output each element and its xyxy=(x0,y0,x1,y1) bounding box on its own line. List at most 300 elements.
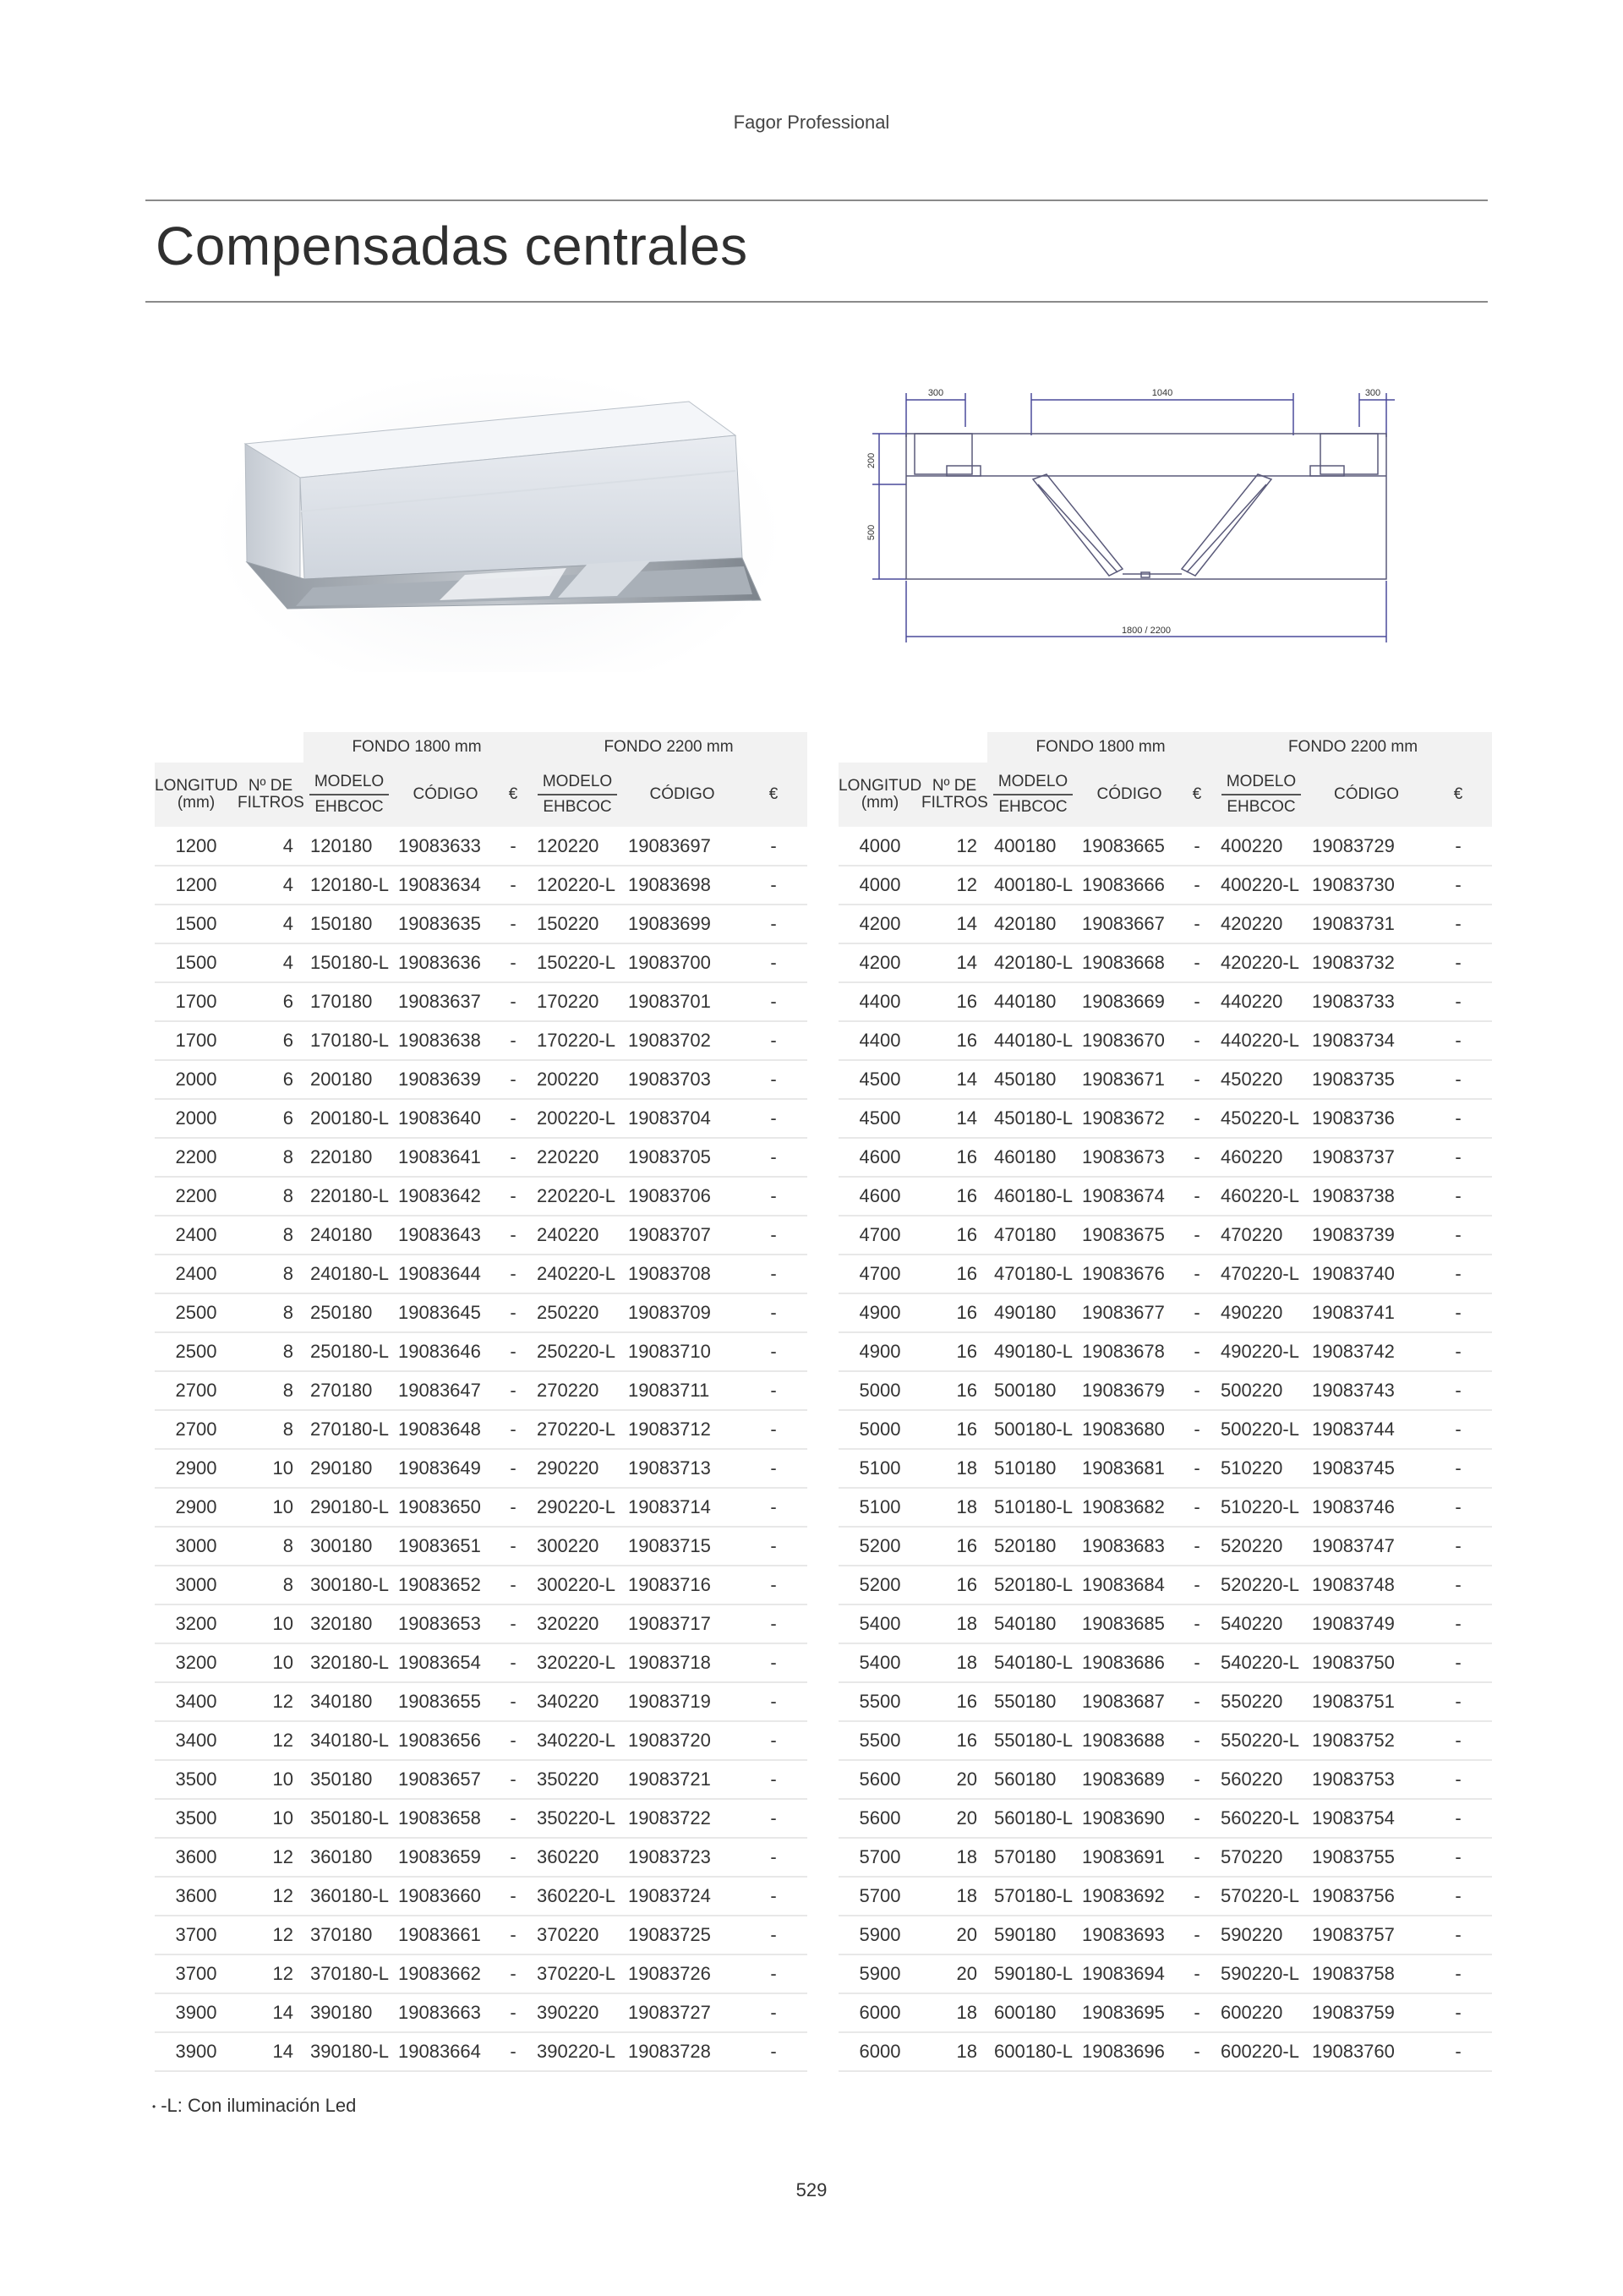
cell-codigo-2200: 19083699 xyxy=(625,905,740,943)
cell-modelo-1800: 370180 xyxy=(303,1916,395,1954)
cell-codigo-2200: 19083758 xyxy=(1309,1954,1424,1993)
cell-euro-2200: - xyxy=(1424,1371,1492,1410)
cell-modelo-1800: 470180-L xyxy=(987,1255,1079,1293)
cell-modelo-2200: 350220 xyxy=(530,1760,625,1799)
cell-euro-2200: - xyxy=(740,1877,807,1916)
cell-longitud: 3900 xyxy=(155,2032,238,2071)
cell-euro-2200: - xyxy=(1424,1216,1492,1255)
table-row xyxy=(155,1721,807,1760)
cell-codigo-1800: 19083640 xyxy=(395,1099,496,1138)
cell-modelo-2200: 400220-L xyxy=(1214,866,1309,905)
table-row xyxy=(839,1604,1492,1643)
cell-euro-1800: - xyxy=(1180,1527,1214,1566)
cell-codigo-2200: 19083722 xyxy=(625,1799,740,1838)
cell-euro-1800: - xyxy=(496,1293,530,1332)
cell-euro-1800: - xyxy=(496,1021,530,1060)
cell-longitud: 4700 xyxy=(839,1255,921,1293)
cell-longitud: 3200 xyxy=(155,1643,238,1682)
table-row xyxy=(839,1916,1492,1954)
cell-codigo-1800: 19083672 xyxy=(1079,1099,1180,1138)
cell-modelo-2200: 450220 xyxy=(1214,1060,1309,1099)
cell-filtros: 4 xyxy=(238,905,303,943)
table-row xyxy=(839,866,1492,905)
cell-longitud: 2500 xyxy=(155,1332,238,1371)
cell-codigo-2200: 19083745 xyxy=(1309,1449,1424,1488)
cell-codigo-1800: 19083658 xyxy=(395,1799,496,1838)
cell-longitud: 5700 xyxy=(839,1877,921,1916)
cell-codigo-1800: 19083643 xyxy=(395,1216,496,1255)
cell-euro-2200: - xyxy=(1424,1760,1492,1799)
cell-codigo-1800: 19083679 xyxy=(1079,1371,1180,1410)
cell-longitud: 2900 xyxy=(155,1449,238,1488)
dim-height-bottom: 500 xyxy=(866,524,877,541)
cell-modelo-2200: 600220 xyxy=(1214,1993,1309,2032)
cell-longitud: 1500 xyxy=(155,943,238,982)
cell-euro-1800: - xyxy=(1180,1954,1214,1993)
table-body-left xyxy=(155,827,807,2071)
band-fondo-2200: FONDO 2200 mm xyxy=(1214,732,1492,763)
cell-codigo-2200: 19083759 xyxy=(1309,1993,1424,2032)
cell-codigo-2200: 19083743 xyxy=(1309,1371,1424,1410)
cell-longitud: 5700 xyxy=(839,1838,921,1877)
cell-modelo-2200: 390220-L xyxy=(530,2032,625,2071)
cell-filtros: 12 xyxy=(238,1954,303,1993)
cell-euro-2200: - xyxy=(740,1410,807,1449)
cell-codigo-1800: 19083647 xyxy=(395,1371,496,1410)
table-row xyxy=(839,1332,1492,1371)
cell-codigo-1800: 19083646 xyxy=(395,1332,496,1371)
cell-codigo-1800: 19083687 xyxy=(1079,1682,1180,1721)
cell-filtros: 18 xyxy=(921,1643,987,1682)
cell-modelo-2200: 290220 xyxy=(530,1449,625,1488)
cell-euro-1800: - xyxy=(1180,1177,1214,1216)
cell-codigo-2200: 19083727 xyxy=(625,1993,740,2032)
cell-modelo-2200: 510220-L xyxy=(1214,1488,1309,1527)
cell-modelo-1800: 470180 xyxy=(987,1216,1079,1255)
table-row xyxy=(155,1021,807,1060)
cell-euro-2200: - xyxy=(740,827,807,866)
technical-drawing xyxy=(854,385,1395,664)
cell-longitud: 1700 xyxy=(155,1021,238,1060)
cell-longitud: 3000 xyxy=(155,1566,238,1604)
cell-codigo-1800: 19083683 xyxy=(1079,1527,1180,1566)
table-row xyxy=(839,1060,1492,1099)
cell-codigo-2200: 19083705 xyxy=(625,1138,740,1177)
cell-filtros: 16 xyxy=(921,1216,987,1255)
cell-modelo-1800: 320180 xyxy=(303,1604,395,1643)
cell-longitud: 4600 xyxy=(839,1177,921,1216)
cell-euro-2200: - xyxy=(740,1099,807,1138)
cell-modelo-1800: 510180 xyxy=(987,1449,1079,1488)
cell-codigo-2200: 19083726 xyxy=(625,1954,740,1993)
cell-modelo-1800: 270180 xyxy=(303,1371,395,1410)
cell-modelo-1800: 500180 xyxy=(987,1371,1079,1410)
cell-codigo-2200: 19083732 xyxy=(1309,943,1424,982)
cell-euro-2200: - xyxy=(740,1371,807,1410)
cell-euro-2200: - xyxy=(740,1449,807,1488)
cell-modelo-2200: 520220 xyxy=(1214,1527,1309,1566)
cell-filtros: 16 xyxy=(921,1371,987,1410)
table-row xyxy=(839,1566,1492,1604)
cell-longitud: 3900 xyxy=(155,1993,238,2032)
cell-longitud: 4500 xyxy=(839,1099,921,1138)
cell-longitud: 5400 xyxy=(839,1643,921,1682)
cell-euro-2200: - xyxy=(1424,1293,1492,1332)
cell-codigo-1800: 19083674 xyxy=(1079,1177,1180,1216)
cell-filtros: 6 xyxy=(238,1099,303,1138)
cell-modelo-1800: 590180-L xyxy=(987,1954,1079,1993)
cell-longitud: 4400 xyxy=(839,982,921,1021)
table-row xyxy=(839,905,1492,943)
cell-longitud: 5600 xyxy=(839,1760,921,1799)
cell-codigo-1800: 19083696 xyxy=(1079,2032,1180,2071)
cell-modelo-2200: 340220 xyxy=(530,1682,625,1721)
cell-codigo-2200: 19083756 xyxy=(1309,1877,1424,1916)
cell-filtros: 12 xyxy=(238,1721,303,1760)
table-row xyxy=(839,1877,1492,1916)
cell-modelo-1800: 390180-L xyxy=(303,2032,395,2071)
cell-euro-2200: - xyxy=(740,1643,807,1682)
cell-euro-1800: - xyxy=(1180,1643,1214,1682)
cell-euro-1800: - xyxy=(496,1255,530,1293)
cell-filtros: 20 xyxy=(921,1954,987,1993)
cell-codigo-1800: 19083675 xyxy=(1079,1216,1180,1255)
cell-longitud: 4000 xyxy=(839,827,921,866)
cell-modelo-2200: 300220 xyxy=(530,1527,625,1566)
cell-modelo-2200: 550220-L xyxy=(1214,1721,1309,1760)
cell-euro-1800: - xyxy=(1180,1021,1214,1060)
cell-codigo-1800: 19083693 xyxy=(1079,1916,1180,1954)
cell-modelo-1800: 540180-L xyxy=(987,1643,1079,1682)
cell-euro-2200: - xyxy=(1424,1332,1492,1371)
table-row xyxy=(839,943,1492,982)
cell-euro-1800: - xyxy=(1180,1449,1214,1488)
cell-longitud: 2400 xyxy=(155,1255,238,1293)
header-euro-2200: € xyxy=(1424,763,1492,827)
cell-filtros: 10 xyxy=(238,1799,303,1838)
cell-modelo-1800: 320180-L xyxy=(303,1643,395,1682)
cell-euro-1800: - xyxy=(496,1060,530,1099)
cell-codigo-2200: 19083754 xyxy=(1309,1799,1424,1838)
cell-modelo-2200: 570220 xyxy=(1214,1838,1309,1877)
cell-filtros: 16 xyxy=(921,1021,987,1060)
cell-codigo-1800: 19083681 xyxy=(1079,1449,1180,1488)
cell-euro-1800: - xyxy=(496,1566,530,1604)
dim-side-left: 300 xyxy=(927,388,944,398)
cell-codigo-1800: 19083650 xyxy=(395,1488,496,1527)
cell-modelo-2200: 470220-L xyxy=(1214,1255,1309,1293)
cell-modelo-2200: 390220 xyxy=(530,1993,625,2032)
cell-modelo-2200: 120220-L xyxy=(530,866,625,905)
cell-codigo-2200: 19083724 xyxy=(625,1877,740,1916)
cell-filtros: 14 xyxy=(921,1099,987,1138)
cell-modelo-1800: 150180 xyxy=(303,905,395,943)
cell-euro-2200: - xyxy=(740,1954,807,1993)
cell-modelo-1800: 520180 xyxy=(987,1527,1079,1566)
cell-euro-2200: - xyxy=(1424,1643,1492,1682)
header-filtros: Nº DE FILTROS xyxy=(921,763,987,827)
cell-euro-2200: - xyxy=(740,1332,807,1371)
cell-modelo-2200: 340220-L xyxy=(530,1721,625,1760)
cell-modelo-1800: 300180-L xyxy=(303,1566,395,1604)
cell-longitud: 3500 xyxy=(155,1799,238,1838)
cell-codigo-1800: 19083633 xyxy=(395,827,496,866)
cell-modelo-2200: 600220-L xyxy=(1214,2032,1309,2071)
cell-euro-2200: - xyxy=(740,1566,807,1604)
cell-codigo-2200: 19083716 xyxy=(625,1566,740,1604)
cell-modelo-2200: 550220 xyxy=(1214,1682,1309,1721)
cell-modelo-1800: 170180 xyxy=(303,982,395,1021)
cell-modelo-2200: 370220-L xyxy=(530,1954,625,1993)
cell-modelo-2200: 270220 xyxy=(530,1371,625,1410)
footnote-text: -L: Con iluminación Led xyxy=(161,2095,357,2116)
cell-euro-2200: - xyxy=(1424,1838,1492,1877)
cell-modelo-1800: 550180 xyxy=(987,1682,1079,1721)
cell-modelo-2200: 370220 xyxy=(530,1916,625,1954)
cell-euro-1800: - xyxy=(1180,1799,1214,1838)
cell-longitud: 6000 xyxy=(839,1993,921,2032)
cell-modelo-1800: 220180 xyxy=(303,1138,395,1177)
cell-codigo-2200: 19083703 xyxy=(625,1060,740,1099)
cell-modelo-2200: 240220 xyxy=(530,1216,625,1255)
cell-codigo-1800: 19083645 xyxy=(395,1293,496,1332)
table-row xyxy=(155,866,807,905)
cell-modelo-2200: 360220 xyxy=(530,1838,625,1877)
cell-codigo-2200: 19083700 xyxy=(625,943,740,982)
cell-modelo-1800: 600180 xyxy=(987,1993,1079,2032)
cell-longitud: 5500 xyxy=(839,1682,921,1721)
cell-euro-2200: - xyxy=(740,866,807,905)
cell-codigo-1800: 19083652 xyxy=(395,1566,496,1604)
cell-filtros: 16 xyxy=(921,1138,987,1177)
cell-euro-2200: - xyxy=(1424,1799,1492,1838)
cell-filtros: 16 xyxy=(921,1255,987,1293)
cell-euro-1800: - xyxy=(1180,1255,1214,1293)
cell-filtros: 18 xyxy=(921,1838,987,1877)
cell-longitud: 2700 xyxy=(155,1371,238,1410)
cell-longitud: 3600 xyxy=(155,1877,238,1916)
cell-codigo-1800: 19083637 xyxy=(395,982,496,1021)
cell-codigo-2200: 19083734 xyxy=(1309,1021,1424,1060)
cell-filtros: 12 xyxy=(921,866,987,905)
product-photo xyxy=(211,368,786,672)
table-row xyxy=(839,1099,1492,1138)
cell-codigo-2200: 19083718 xyxy=(625,1643,740,1682)
table-row xyxy=(155,1177,807,1216)
cell-longitud: 5100 xyxy=(839,1488,921,1527)
cell-filtros: 14 xyxy=(921,1060,987,1099)
cell-filtros: 6 xyxy=(238,982,303,1021)
cell-euro-1800: - xyxy=(496,1721,530,1760)
cell-euro-1800: - xyxy=(496,905,530,943)
cell-filtros: 8 xyxy=(238,1371,303,1410)
cell-euro-2200: - xyxy=(1424,982,1492,1021)
cell-modelo-1800: 460180-L xyxy=(987,1177,1079,1216)
band-fondo-2200: FONDO 2200 mm xyxy=(530,732,807,763)
cell-codigo-2200: 19083719 xyxy=(625,1682,740,1721)
cell-euro-2200: - xyxy=(740,1682,807,1721)
cell-modelo-1800: 360180-L xyxy=(303,1877,395,1916)
cell-longitud: 4900 xyxy=(839,1332,921,1371)
cell-codigo-2200: 19083697 xyxy=(625,827,740,866)
cell-codigo-1800: 19083685 xyxy=(1079,1604,1180,1643)
cell-codigo-1800: 19083660 xyxy=(395,1877,496,1916)
cell-codigo-1800: 19083671 xyxy=(1079,1060,1180,1099)
cell-longitud: 2500 xyxy=(155,1293,238,1332)
cell-codigo-1800: 19083659 xyxy=(395,1838,496,1877)
cell-euro-2200: - xyxy=(1424,1138,1492,1177)
cell-filtros: 18 xyxy=(921,2032,987,2071)
cell-codigo-1800: 19083676 xyxy=(1079,1255,1180,1293)
cell-codigo-2200: 19083715 xyxy=(625,1527,740,1566)
cell-euro-1800: - xyxy=(1180,827,1214,866)
table-row xyxy=(155,1293,807,1332)
cell-codigo-1800: 19083667 xyxy=(1079,905,1180,943)
cell-euro-1800: - xyxy=(496,1138,530,1177)
models-table-right xyxy=(839,732,1492,2072)
table-row xyxy=(839,1799,1492,1838)
cell-euro-1800: - xyxy=(1180,1216,1214,1255)
cell-longitud: 1700 xyxy=(155,982,238,1021)
dim-center: 1040 xyxy=(1151,388,1173,398)
cell-codigo-2200: 19083748 xyxy=(1309,1566,1424,1604)
cell-euro-1800: - xyxy=(496,1177,530,1216)
cell-modelo-1800: 240180-L xyxy=(303,1255,395,1293)
cell-modelo-2200: 320220-L xyxy=(530,1643,625,1682)
cell-codigo-1800: 19083641 xyxy=(395,1138,496,1177)
cell-codigo-1800: 19083651 xyxy=(395,1527,496,1566)
table-row xyxy=(839,1449,1492,1488)
cell-codigo-1800: 19083648 xyxy=(395,1410,496,1449)
cell-codigo-2200: 19083713 xyxy=(625,1449,740,1488)
cell-filtros: 12 xyxy=(238,1838,303,1877)
cell-codigo-1800: 19083635 xyxy=(395,905,496,943)
cell-filtros: 16 xyxy=(921,1410,987,1449)
table-row xyxy=(839,1216,1492,1255)
cell-modelo-2200: 450220-L xyxy=(1214,1099,1309,1138)
cell-longitud: 5000 xyxy=(839,1410,921,1449)
table-row xyxy=(155,1371,807,1410)
cell-modelo-1800: 420180 xyxy=(987,905,1079,943)
cell-euro-2200: - xyxy=(1424,2032,1492,2071)
cell-codigo-1800: 19083692 xyxy=(1079,1877,1180,1916)
cell-codigo-2200: 19083706 xyxy=(625,1177,740,1216)
cell-modelo-1800: 240180 xyxy=(303,1216,395,1255)
cell-longitud: 2000 xyxy=(155,1060,238,1099)
cell-euro-2200: - xyxy=(740,1488,807,1527)
cell-modelo-2200: 560220 xyxy=(1214,1760,1309,1799)
table-row xyxy=(155,1838,807,1877)
cell-codigo-2200: 19083740 xyxy=(1309,1255,1424,1293)
cell-modelo-1800: 370180-L xyxy=(303,1954,395,1993)
cell-filtros: 8 xyxy=(238,1527,303,1566)
cell-euro-2200: - xyxy=(1424,1177,1492,1216)
table-row xyxy=(839,1993,1492,2032)
cell-euro-1800: - xyxy=(1180,982,1214,1021)
cell-filtros: 8 xyxy=(238,1332,303,1371)
cell-filtros: 8 xyxy=(238,1566,303,1604)
cell-euro-2200: - xyxy=(1424,827,1492,866)
cell-longitud: 4900 xyxy=(839,1293,921,1332)
cell-euro-1800: - xyxy=(1180,1566,1214,1604)
cell-euro-2200: - xyxy=(740,1216,807,1255)
cell-filtros: 10 xyxy=(238,1643,303,1682)
cell-modelo-2200: 200220 xyxy=(530,1060,625,1099)
cell-euro-1800: - xyxy=(496,1643,530,1682)
cell-euro-1800: - xyxy=(496,982,530,1021)
cell-codigo-1800: 19083649 xyxy=(395,1449,496,1488)
cell-euro-2200: - xyxy=(1424,943,1492,982)
band-fondo-1800: FONDO 1800 mm xyxy=(987,732,1214,763)
cell-euro-2200: - xyxy=(740,2032,807,2071)
cell-codigo-2200: 19083760 xyxy=(1309,2032,1424,2071)
cell-codigo-2200: 19083720 xyxy=(625,1721,740,1760)
cell-longitud: 4200 xyxy=(839,943,921,982)
cell-longitud: 3600 xyxy=(155,1838,238,1877)
cell-modelo-2200: 360220-L xyxy=(530,1877,625,1916)
cell-filtros: 4 xyxy=(238,943,303,982)
cell-euro-1800: - xyxy=(496,1216,530,1255)
cell-filtros: 16 xyxy=(921,1566,987,1604)
cell-longitud: 5900 xyxy=(839,1916,921,1954)
cell-longitud: 5000 xyxy=(839,1371,921,1410)
cell-codigo-1800: 19083634 xyxy=(395,866,496,905)
cell-euro-2200: - xyxy=(740,943,807,982)
cell-euro-1800: - xyxy=(496,1371,530,1410)
cell-euro-2200: - xyxy=(1424,905,1492,943)
table-row xyxy=(839,1838,1492,1877)
cell-longitud: 5900 xyxy=(839,1954,921,1993)
table-row xyxy=(839,827,1492,866)
cell-filtros: 18 xyxy=(921,1877,987,1916)
cell-modelo-1800: 510180-L xyxy=(987,1488,1079,1527)
cell-longitud: 1200 xyxy=(155,827,238,866)
cell-filtros: 16 xyxy=(921,1527,987,1566)
cell-modelo-2200: 240220-L xyxy=(530,1255,625,1293)
cell-longitud: 1500 xyxy=(155,905,238,943)
cell-euro-2200: - xyxy=(740,1916,807,1954)
cell-euro-2200: - xyxy=(740,1760,807,1799)
cell-filtros: 4 xyxy=(238,866,303,905)
cell-modelo-2200: 460220-L xyxy=(1214,1177,1309,1216)
cell-codigo-1800: 19083689 xyxy=(1079,1760,1180,1799)
cell-filtros: 8 xyxy=(238,1255,303,1293)
cell-modelo-1800: 440180 xyxy=(987,982,1079,1021)
table-row xyxy=(839,1682,1492,1721)
cell-euro-2200: - xyxy=(1424,1527,1492,1566)
cell-euro-2200: - xyxy=(740,1799,807,1838)
cell-euro-2200: - xyxy=(740,1838,807,1877)
cell-longitud: 3400 xyxy=(155,1682,238,1721)
table-row xyxy=(155,827,807,866)
cell-modelo-1800: 250180 xyxy=(303,1293,395,1332)
cell-euro-1800: - xyxy=(496,1604,530,1643)
cell-modelo-1800: 200180-L xyxy=(303,1099,395,1138)
cell-codigo-2200: 19083701 xyxy=(625,982,740,1021)
cell-longitud: 4000 xyxy=(839,866,921,905)
cell-euro-2200: - xyxy=(740,1138,807,1177)
dim-side-right: 300 xyxy=(1364,388,1381,398)
cell-modelo-2200: 520220-L xyxy=(1214,1566,1309,1604)
cell-codigo-2200: 19083738 xyxy=(1309,1177,1424,1216)
table-row xyxy=(839,1177,1492,1216)
cell-modelo-2200: 220220 xyxy=(530,1138,625,1177)
cell-modelo-2200: 540220 xyxy=(1214,1604,1309,1643)
table-row xyxy=(155,1954,807,1993)
cell-euro-2200: - xyxy=(1424,1993,1492,2032)
cell-modelo-1800: 360180 xyxy=(303,1838,395,1877)
header-modelo-2200: MODELO EHBCOC xyxy=(1214,763,1309,827)
